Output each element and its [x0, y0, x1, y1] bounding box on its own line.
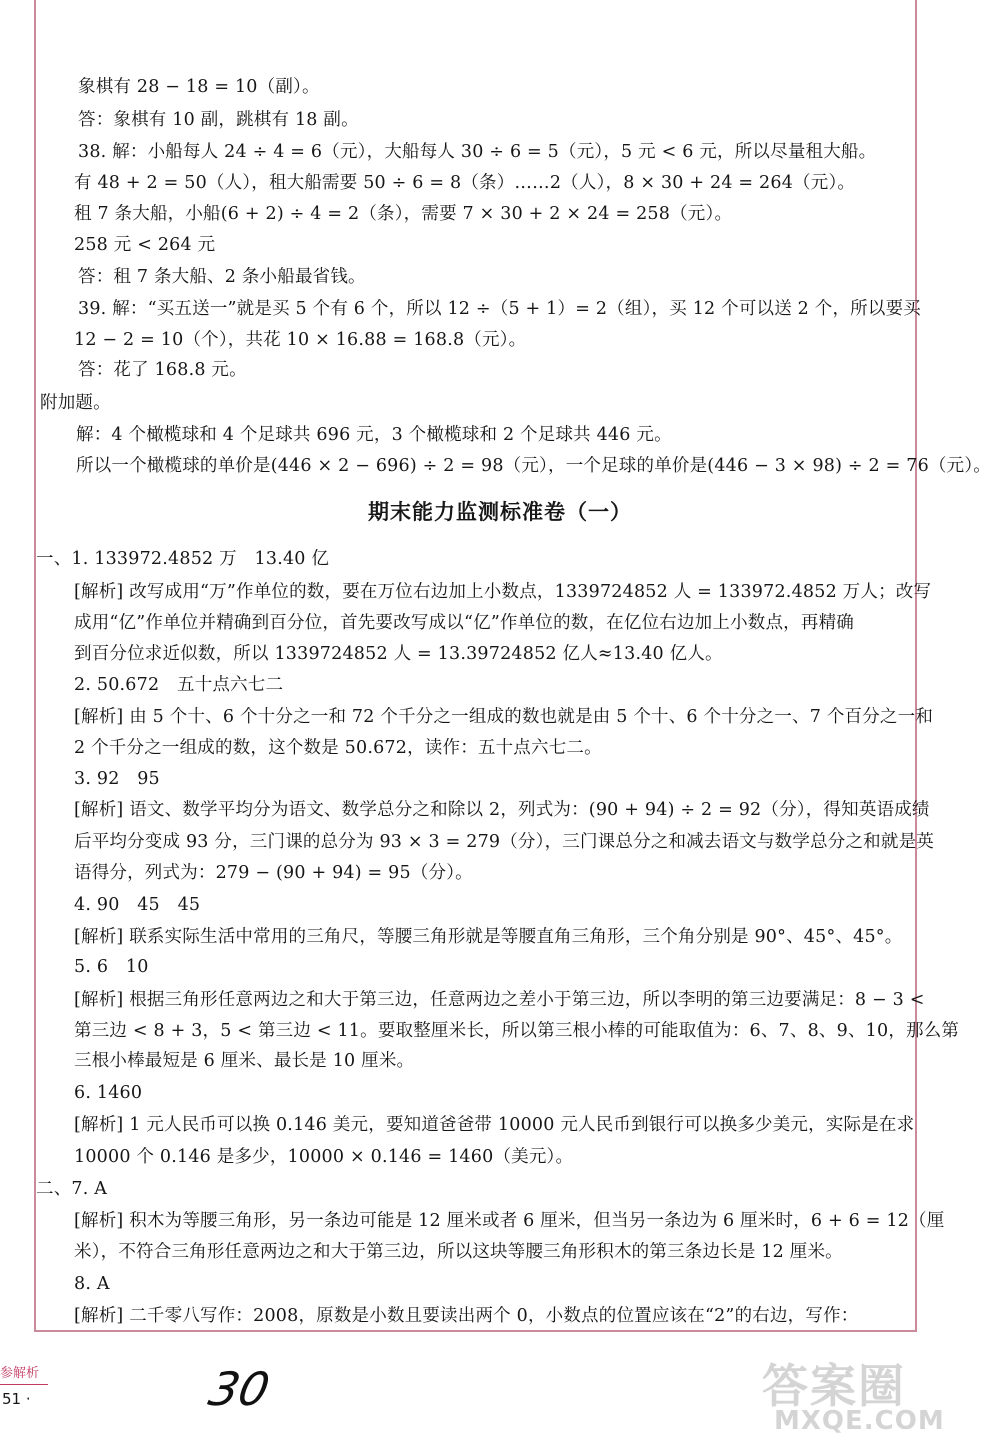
text-line: 2 个千分之一组成的数，这个数是 50.672，读作：五十点六七二。: [74, 738, 602, 758]
text-line: 12 − 2 = 10（个），共花 10 × 16.88 = 168.8（元）。: [74, 330, 527, 350]
text-line: 有 48 + 2 = 50（人），租大船需要 50 ÷ 6 = 8（条）……2（人），8 × 30 + 24 = 264（元）。: [74, 173, 856, 193]
text-line: [解析] 由 5 个十、6 个十分之一和 72 个千分之一组成的数也就是由 5 个十、6 个十分之一、7 个百分之一和: [74, 707, 934, 727]
text-line: 所以一个橄榄球的单价是(446 × 2 − 696) ÷ 2 = 98（元），一个足球的单价是(446 − 3 × 98) ÷ 2 = 76（元）。: [76, 456, 991, 476]
text-line: [解析] 根据三角形任意两边之和大于第三边，任意两边之差小于第三边，所以李明的第三边要满足：8 − 3 <: [74, 990, 925, 1010]
text-line: [解析] 语文、数学平均分为语文、数学总分之和除以 2，列式为：(90 + 94) ÷ 2 = 92（分），得知英语成绩: [74, 800, 930, 820]
text-line: 2. 50.672 五十点六七二: [74, 675, 284, 695]
text-line: 8. A: [74, 1274, 110, 1294]
text-line: 米），不符合三角形任意两边之和大于第三边，所以这块等腰三角形积木的第三条边长是 12 厘米。: [74, 1242, 843, 1262]
text-line: 第三边 < 8 + 3，5 < 第三边 < 11。要取整厘米长，所以第三根小棒的可能取值为：6、7、8、9、10，那么第: [74, 1021, 960, 1041]
text-line: [解析] 联系实际生活中常用的三角尺，等腰三角形就是等腰直角三角形，三个角分别是 90°、45°、45°。: [74, 927, 903, 947]
handwritten-page-number: 30: [204, 1362, 275, 1416]
text-line: 语得分，列式为：279 − (90 + 94) = 95（分）。: [74, 863, 473, 883]
text-line: [解析] 改写成用“万”作单位的数，要在万位右边加上小数点，1339724852 人 = 133972.4852 万人；改写: [74, 582, 932, 602]
text-line: [解析] 二千零八写作：2008，原数是小数且要读出两个 0，小数点的位置应该在“2”的右边，写作：: [74, 1306, 859, 1326]
text-line: 39. 解：“买五送一”就是买 5 个有 6 个，所以 12 ÷（5 + 1）= 2（组），买 12 个可以送 2 个，所以要买: [78, 299, 921, 319]
text-line: [解析] 1 元人民币可以换 0.146 美元，要知道爸爸带 10000 元人民币到银行可以换多少美元，实际是在求: [74, 1115, 915, 1135]
watermark-url-text: MXQE.COM: [774, 1406, 945, 1436]
text-line: 38. 解：小船每人 24 ÷ 4 = 6（元），大船每人 30 ÷ 6 = 5（元），5 元 < 6 元，所以尽量租大船。: [78, 142, 877, 162]
footer-divider: [0, 1384, 48, 1385]
text-line: 10000 个 0.146 是多少，10000 × 0.146 = 1460（美元）。: [74, 1147, 574, 1167]
text-line: [解析] 积木为等腰三角形，另一条边可能是 12 厘米或者 6 厘米，但当另一条边为 6 厘米时，6 + 6 = 12（厘: [74, 1211, 945, 1231]
text-line: 成用“亿”作单位并精确到百分位，首先要改写成以“亿”作单位的数，在亿位右边加上小数点，再精确: [74, 613, 854, 633]
text-line: 到百分位求近似数，所以 1339724852 人 = 13.39724852 亿人≈13.40 亿人。: [74, 644, 723, 664]
text-line: 4. 90 45 45: [74, 895, 201, 915]
text-line: 租 7 条大船，小船(6 + 2) ÷ 4 = 2（条），需要 7 × 30 + 2 × 24 = 258（元）。: [74, 204, 733, 224]
text-line: 二、7. A: [36, 1179, 108, 1199]
text-line: 答：租 7 条大船、2 条小船最省钱。: [78, 267, 366, 287]
text-line: 一、1. 133972.4852 万 13.40 亿: [36, 549, 330, 569]
watermark-cn-text: 答案圈: [762, 1359, 906, 1413]
text-line: 答：花了 168.8 元。: [78, 360, 247, 380]
text-line: 6. 1460: [74, 1083, 143, 1103]
text-line: 5. 6 10: [74, 957, 149, 977]
watermark-logo: [748, 1348, 1000, 1442]
text-line: 后平均分变成 93 分，三门课的总分为 93 × 3 = 279（分），三门课总分之和减去语文与数学总分之和就是英: [74, 832, 934, 852]
text-line: 3. 92 95: [74, 769, 160, 789]
page-number: 51 ·: [2, 1390, 31, 1408]
text-line: 解：4 个橄榄球和 4 个足球共 696 元，3 个橄榄球和 2 个足球共 446 元。: [76, 425, 672, 445]
text-line: 258 元 < 264 元: [74, 235, 216, 255]
footer-section-label: 参解析: [0, 1366, 40, 1381]
text-line: 答：象棋有 10 副，跳棋有 18 副。: [78, 110, 359, 130]
text-line: 附加题。: [40, 393, 111, 413]
text-line: 三根小棒最短是 6 厘米、最长是 10 厘米。: [74, 1051, 415, 1071]
section-title: 期末能力监测标准卷（一）: [368, 500, 632, 524]
text-line: 象棋有 28 − 18 = 10（副）。: [78, 77, 320, 97]
